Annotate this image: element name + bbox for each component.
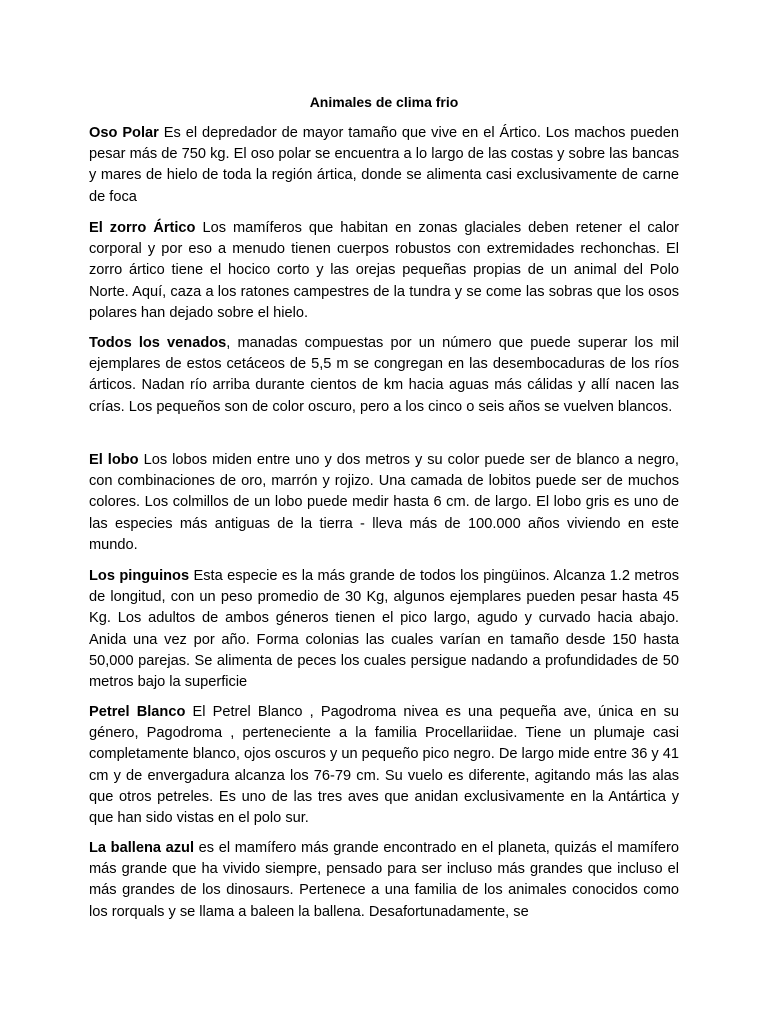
paragraph-heading: El lobo (89, 452, 139, 468)
paragraph-heading: El zorro Ártico (89, 220, 196, 236)
paragraph-heading: Los pinguinos (89, 568, 190, 584)
paragraph-heading: Petrel Blanco (89, 704, 186, 720)
paragraph-heading: Todos los venados (89, 335, 227, 351)
paragraph-ballena-azul (89, 838, 679, 923)
paragraph-lobo (89, 450, 679, 556)
paragraph-body: Los mamíferos que habitan en zonas glaciales deben retener el calor corporal y por eso a menudo tienen cuerpos robustos con extremidades rechonchas. El zorro ártico tiene el hocico corto y las orejas pequeñas propias de un animal del Polo Norte. Aquí, caza a los ratones campestres de la tundra y se come las sobras que los osos polares han dejado sobre el hielo. (89, 220, 679, 321)
paragraph-zorro-artico (89, 218, 679, 324)
paragraph-pinguinos (89, 566, 679, 693)
paragraph-body: Esta especie es la más grande de todos los pingüinos. Alcanza 1.2 metros de longitud, con un peso promedio de 30 Kg, algunos ejemplares pueden pesar hasta 45 Kg. Los adultos de ambos géneros tienen el pico largo, agudo y curvado hacia abajo. Anida una vez por año. Forma colonias las cuales varían en tamaño desde 150 hasta 50,000 parejas. Se alimenta de peces los cuales persigue nadando a profundidades de 50 metros bajo la superficie (89, 568, 680, 691)
paragraph-venados (89, 333, 679, 418)
paragraph-body: El Petrel Blanco , Pagodroma nivea es una pequeña ave, única en su género, Pagodroma , perteneciente a la familia Procellariidae. Tiene un plumaje casi completamente blanco, ojos oscuros y un pequeño pico negro. De largo mide entre 36 y 41 cm y de envergadura alcanza los 76-79 cm. Su vuelo es diferente, agitando más las alas que otros petreles. Es uno de las tres aves que anidan exclusivamente en la Antártica y que han sido vistas en el polo sur. (89, 704, 679, 827)
paragraph-body: , manadas compuestas por un número que puede superar los mil ejemplares de estos cetáceos de 5,5 m se congregan en las desembocaduras de los ríos árticos. Nadan río arriba durante cientos de km hacia aguas más cálidas y allí nacen las crías. Los pequeños son de color oscuro, pero a los cinco o seis años se vuelven blancos. (89, 335, 679, 415)
paragraph-body: Es el depredador de mayor tamaño que vive en el Ártico. Los machos pueden pesar más de 750 kg. El oso polar se encuentra a lo largo de las costas y sobre las bancas y mares de hielo de toda la región ártica, donde se alimenta casi exclusivamente de carne de foca (89, 125, 680, 205)
document-title: Animales de clima frio (309, 94, 459, 110)
paragraph-oso-polar (89, 123, 679, 208)
paragraph-heading: La ballena azul (89, 840, 195, 856)
paragraph-heading: Oso Polar (89, 125, 159, 141)
paragraph-body: Los lobos miden entre uno y dos metros y su color puede ser de blanco a negro, con combinaciones de oro, marrón y rojizo. Una camada de lobitos puede ser de muchos colores. Los colmillos de un lobo puede medir hasta 6 cm. de largo. El lobo gris es uno de las especies más antiguas de la tierra - lleva más de 100.000 años viviendo en este mundo. (89, 452, 679, 553)
paragraph-body: es el mamífero más grande encontrado en el planeta, quizás el mamífero más grande que ha vivido siempre, pensado para ser incluso más grandes que incluso el más grandes de los dinosaurs. Pertenece a una familia de los animales conocidos como los rorquals y se llama a baleen la ballena. Desafortunadamente, se (89, 840, 680, 920)
paragraph-petrel-blanco (89, 702, 679, 829)
